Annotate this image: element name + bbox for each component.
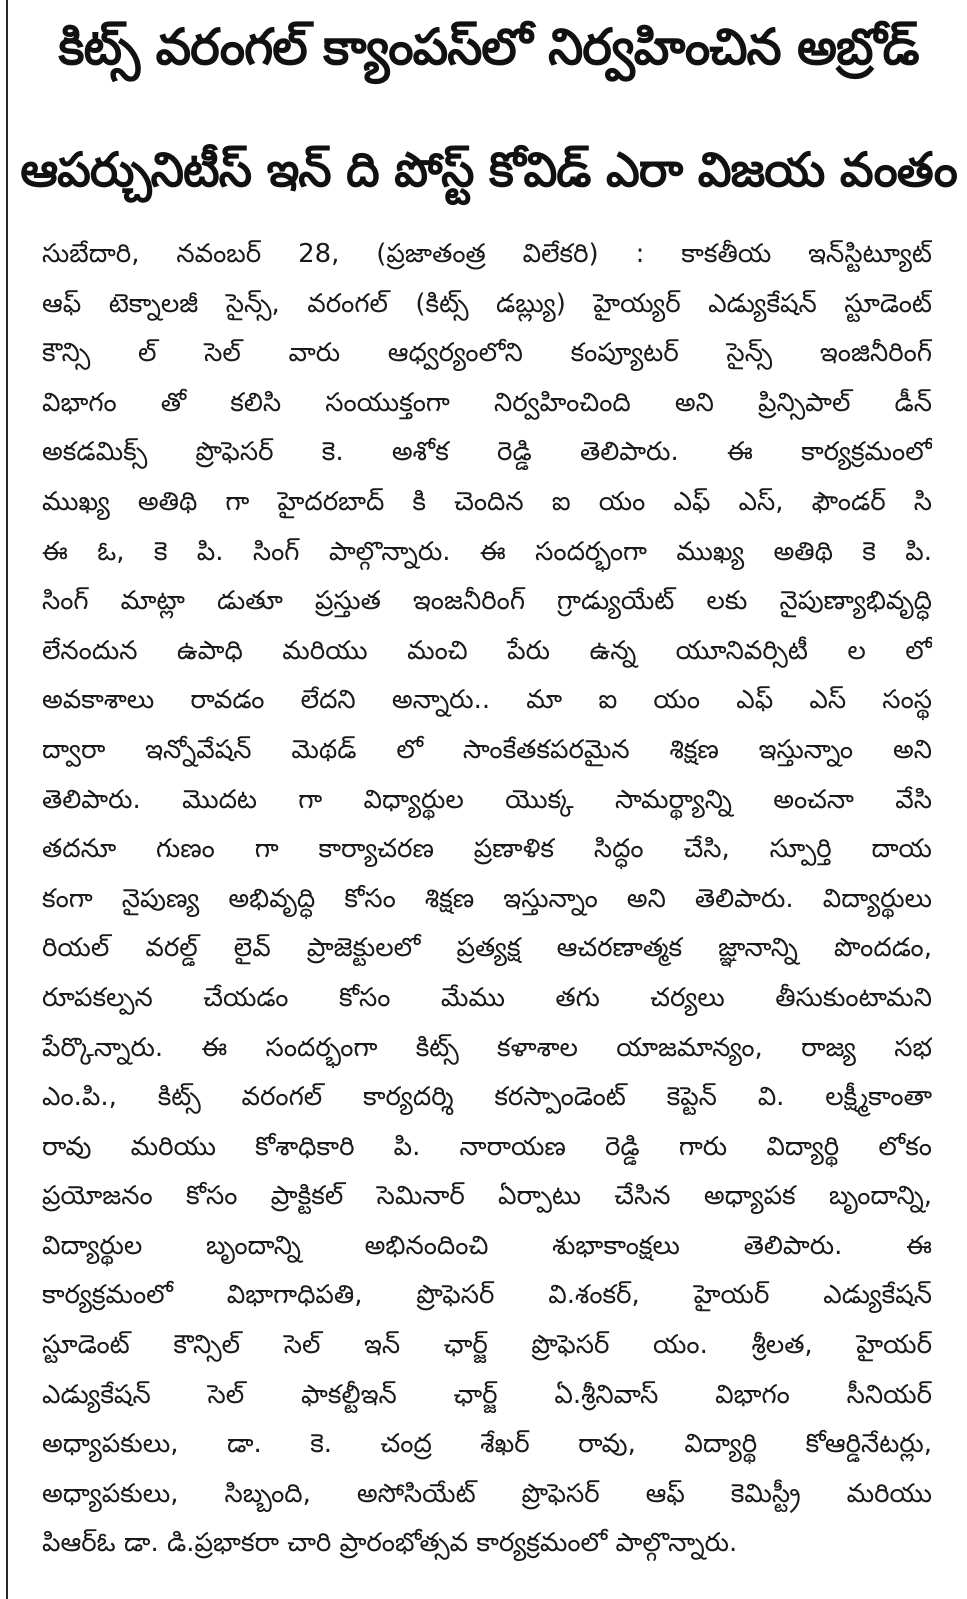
body-line: విద్యార్థుల బృందాన్ని అభినందించి శుభాకాంక్షలు తెలిపారు. ఈ (42, 1230, 932, 1261)
body-line: ఆఫ్ టెక్నాలజీ సైన్స్, వరంగల్ (కిట్స్ డబ్ల్యు) హైయ్యర్ ఎడ్యుకేషన్ స్టూడెంట్ (42, 288, 932, 319)
body-line: పేర్కొన్నారు. ఈ సందర్భంగా కిట్స్ కళాశాల యాజమాన్యం, రాజ్య సభ (42, 1032, 932, 1063)
body-line: కౌన్సి ల్ సెల్ వారు ఆధ్వర్యంలోని కంప్యూటర్ సైన్స్ ఇంజినీరింగ్ (42, 338, 932, 369)
body-line: విభాగం తో కలిసి సంయుక్తంగా నిర్వహించింది అని ప్రిన్సిపాల్ డీన్ (42, 387, 932, 418)
headline-line-2: ఆపర్చునిటీస్ ఇన్ ది పోస్ట్ కోవిడ్ ఎరా విజయ వంతం (20, 143, 957, 198)
body-line: అవకాశాలు రావడం లేదని అన్నారు.. మా ఐ యం ఎఫ్ ఎస్ సంస్థ (42, 685, 932, 716)
body-line: తెలిపారు. మొదట గా విధ్యార్థుల యొక్క సామర్థ్యాన్ని అంచనా వేసి (42, 784, 932, 815)
body-line: అధ్యాపకులు, డా. కె. చంద్ర శేఖర్ రావు, విద్యార్థి కోఆర్డినేటర్లు, (42, 1429, 932, 1460)
body-line: అకడమిక్స్ ప్రొఫెసర్ కె. అశోక రెడ్డి తెలిపారు. ఈ కార్యక్రమంలో (42, 437, 932, 468)
body-line: రావు మరియు కోశాధికారి పి. నారాయణ రెడ్డి గారు విద్యార్థి లోకం (42, 1131, 932, 1162)
body-line: కంగా నైపుణ్య అభివృద్ధి కోసం శిక్షణ ఇస్తున్నాం అని తెలిపారు. విద్యార్థులు (42, 883, 932, 914)
body-line: ప్రయోజనం కోసం ప్రాక్టికల్ సెమినార్ ఏర్పాటు చేసిన అధ్యాపక బృందాన్ని, (42, 1181, 932, 1212)
body-line: రూపకల్పన చేయడం కోసం మేము తగు చర్యలు తీసుకుంటామని (42, 982, 932, 1013)
body-line: ఎడ్యుకేషన్ సెల్ ఫాకల్టీఇన్ ఛార్జ్ ఏ.శ్రీనివాస్ విభాగం సీనియర్ (42, 1379, 932, 1410)
article-body (42, 230, 932, 1569)
headline-line-1: కిట్స్ వరంగల్ క్యాంపస్‌లో నిర్వహించిన అబ్రోడ్ (58, 18, 919, 76)
body-line: పిఆర్ఓ డా. డి.ప్రభాకరా చారి ప్రారంభోత్సవ కార్యక్రమంలో పాల్గొన్నారు. (42, 1528, 738, 1559)
body-line: ఎం.పి., కిట్స్ వరంగల్ కార్యదర్శి కరస్పాండెంట్ కెప్టెన్ వి. లక్ష్మీకాంతా (42, 1082, 932, 1113)
body-line: సింగ్ మాట్లా డుతూ ప్రస్తుత ఇంజనీరింగ్ గ్రాడ్యుయేట్ లకు నైపుణ్యాభివృద్ధి (42, 586, 932, 617)
body-line: రియల్ వరల్డ్ లైవ్ ప్రాజెక్టులలో ప్రత్యక్ష ఆచరణాత్మక జ్ఞానాన్ని పొందడం, (42, 933, 932, 964)
body-line: ముఖ్య అతిథి గా హైదరబాద్ కి చెందిన ఐ యం ఎఫ్ ఎస్, ఫౌండర్ సి (42, 486, 932, 517)
body-line: స్టూడెంట్ కౌన్సిల్ సెల్ ఇన్ ఛార్జ్ ప్రొఫెసర్ యం. శ్రీలత, హైయర్ (42, 1330, 932, 1361)
column-rule (6, 0, 8, 1599)
body-line: అధ్యాపకులు, సిబ్బంది, అసోసియేట్ ప్రొఫెసర్ ఆఫ్ కెమిస్ట్రీ మరియు (42, 1478, 932, 1509)
body-line: కార్యక్రమంలో విభాగాధిపతి, ప్రొఫెసర్ వి.శంకర్, హైయర్ ఎడ్యుకేషన్ (42, 1280, 932, 1311)
body-line: ఈ ఓ, కె పి. సింగ్ పాల్గొన్నారు. ఈ సందర్భంగా ముఖ్య అతిథి కె పి. (42, 536, 932, 567)
body-line: తదనూ గుణం గా కార్యాచరణ ప్రణాళిక సిద్ధం చేసి, స్పూర్తి దాయ (42, 834, 932, 865)
body-line: సుబేదారి, నవంబర్ 28, (ప్రజాతంత్ర విలేకరి) : కాకతీయ ఇన్‌స్టిట్యూట్ (42, 239, 932, 269)
body-line: లేనందున ఉపాధి మరియు మంచి పేరు ఉన్న యూనివర్సిటీ ల లో (42, 635, 932, 666)
body-line: ద్వారా ఇన్నోవేషన్ మెథడ్ లో సాంకేతకపరమైన శిక్షణ ఇస్తున్నాం అని (42, 734, 932, 765)
